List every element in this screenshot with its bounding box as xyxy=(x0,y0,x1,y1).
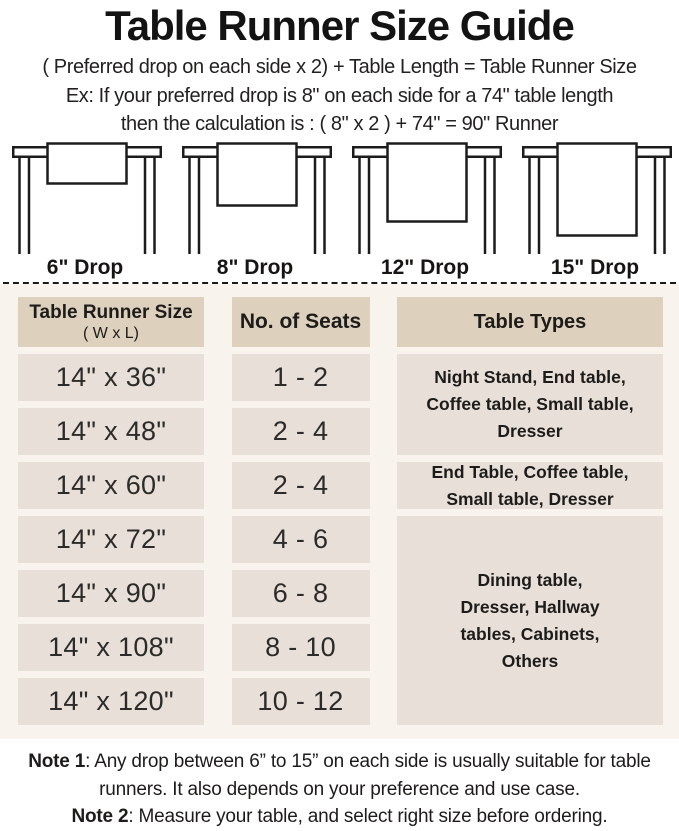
figure-6-drop xyxy=(0,142,170,282)
drop-label: 8" Drop xyxy=(216,256,294,279)
table-types-cell-medium: End Table, Coffee table, Small table, Dresser xyxy=(397,462,663,509)
size-cell: 14" x 48" xyxy=(18,408,204,455)
size-cell: 14" x 36" xyxy=(18,354,204,401)
drop-label: 6" Drop xyxy=(46,256,124,279)
seats-cell: 1 - 2 xyxy=(232,354,370,401)
runner xyxy=(218,144,297,206)
note-1-text: : Any drop between 6” to 15” on each side is usually suitable for table runners. It also depends on your preference and use case. xyxy=(85,751,651,800)
note-2-text: : Measure your table, and select right size before ordering. xyxy=(128,806,608,827)
header-seats: No. of Seats xyxy=(232,297,370,347)
runner xyxy=(388,144,467,222)
size-cell: 14" x 60" xyxy=(18,462,204,509)
drop-illustrations xyxy=(0,142,679,282)
size-cell: 14" x 72" xyxy=(18,516,204,563)
note-1 xyxy=(4,748,675,803)
column-runner-size xyxy=(18,297,204,725)
seats-cell: 2 - 4 xyxy=(232,462,370,509)
figure-15-drop xyxy=(510,142,679,282)
seats-cell: 8 - 10 xyxy=(232,624,370,671)
formula-text: ( Preferred drop on each side x 2) + Table Length = Table Runner Size xyxy=(42,56,637,78)
table-runner-8-drop-illustration xyxy=(170,142,340,254)
note-1-label: Note 1 xyxy=(28,751,86,772)
seats-cell: 6 - 8 xyxy=(232,570,370,617)
header-table-types: Table Types xyxy=(397,297,663,347)
header-runner-size xyxy=(18,297,204,347)
size-cell: 14" x 108" xyxy=(18,624,204,671)
note-2-label: Note 2 xyxy=(71,806,129,827)
header-runner-size-sub: ( W x L) xyxy=(83,324,139,342)
note-2 xyxy=(4,803,675,831)
size-cell: 14" x 90" xyxy=(18,570,204,617)
example-line-1: Ex: If your preferred drop is 8" on each side for a 74" table length xyxy=(65,85,614,107)
notes-section xyxy=(0,739,679,831)
column-table-types xyxy=(397,297,663,725)
size-table-section xyxy=(0,284,679,739)
header-runner-size-title: Table Runner Size xyxy=(29,301,193,323)
size-cell: 14" x 120" xyxy=(18,678,204,725)
page-title: Table Runner Size Guide xyxy=(105,2,574,49)
seats-cell: 10 - 12 xyxy=(232,678,370,725)
drop-label: 15" Drop xyxy=(550,256,640,279)
column-seats xyxy=(232,297,370,725)
table-runner-15-drop-illustration xyxy=(510,142,679,254)
runner xyxy=(558,144,637,236)
table-runner-12-drop-illustration xyxy=(340,142,510,254)
drop-label: 12" Drop xyxy=(380,256,470,279)
seats-cell: 4 - 6 xyxy=(232,516,370,563)
figure-12-drop xyxy=(340,142,510,282)
runner xyxy=(48,144,127,184)
figure-8-drop xyxy=(170,142,340,282)
table-types-cell-large: Dining table, Dresser, Hallway tables, Cabinets, Others xyxy=(397,516,663,725)
seats-cell: 2 - 4 xyxy=(232,408,370,455)
table-runner-6-drop-illustration xyxy=(0,142,170,254)
table-types-cell-small: Night Stand, End table, Coffee table, Small table, Dresser xyxy=(397,354,663,455)
example-line-2: then the calculation is : ( 8" x 2 ) + 74" = 90" Runner xyxy=(120,113,559,135)
